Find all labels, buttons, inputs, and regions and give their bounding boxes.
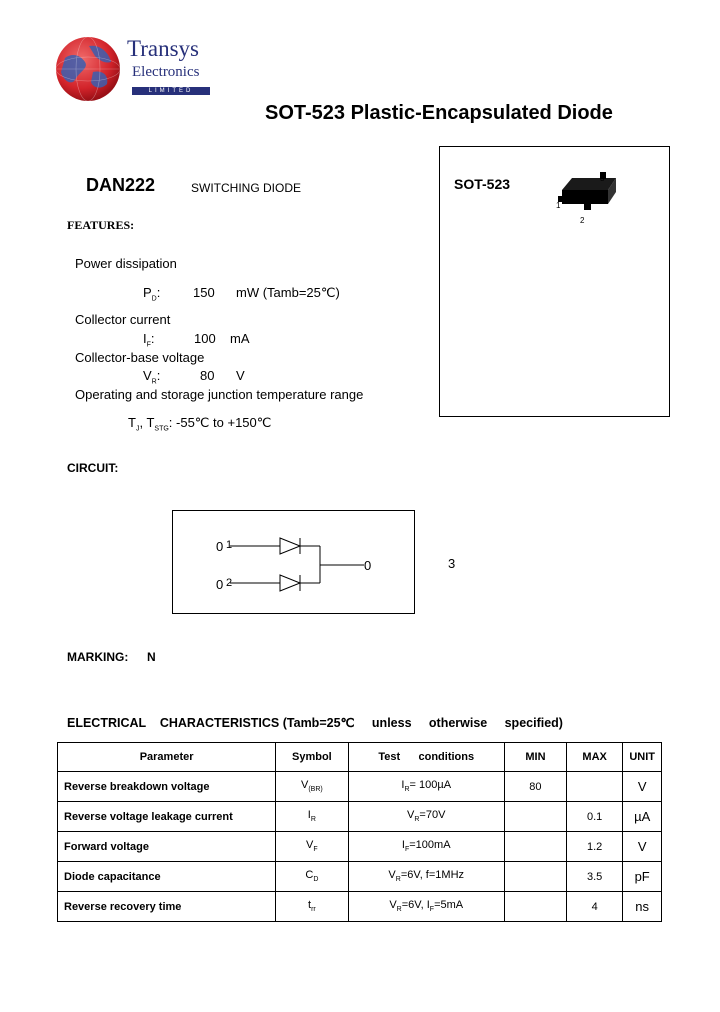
row-symbol-sub: rr xyxy=(311,906,316,914)
row-unit: ns xyxy=(623,892,662,922)
row-symbol-letter: I xyxy=(307,809,311,822)
row-symbol-letter: V xyxy=(301,779,309,792)
circuit-pin3: 3 xyxy=(448,556,456,571)
row-symbol xyxy=(276,772,348,802)
row-cond-sub: R xyxy=(404,786,410,794)
if-value: 100 xyxy=(194,331,216,346)
circuit-node-b: 0 xyxy=(216,577,224,592)
row-min xyxy=(504,802,566,832)
logo-limited-bar xyxy=(132,87,210,95)
row-condition xyxy=(348,802,504,832)
row-cond-letter: I xyxy=(401,839,405,852)
row-cond-rest: =6V, f=1MHz xyxy=(400,869,465,882)
row-min xyxy=(504,892,566,922)
marking-label: MARKING: xyxy=(67,650,129,664)
circuit-pin1: 1 xyxy=(226,539,233,551)
row-max: 1.2 xyxy=(566,832,622,862)
diode-2-icon xyxy=(280,575,300,591)
header-min: MIN xyxy=(504,743,566,772)
header-test-conditions: Test conditions xyxy=(348,743,504,772)
temp-range-label: Operating and storage junction temperature range xyxy=(75,387,364,402)
row-cond-sub: R xyxy=(395,876,401,884)
row-max: 3.5 xyxy=(566,862,622,892)
collector-current-label: Collector current xyxy=(75,312,171,327)
row-cond-rest: =6V, I xyxy=(401,899,430,912)
row-unit: V xyxy=(623,832,662,862)
row-condition xyxy=(348,892,504,922)
electrical-heading: ELECTRICAL CHARACTERISTICS (Tamb=25℃ unless otherwise specified) xyxy=(67,716,563,730)
row-unit: µA xyxy=(623,802,662,832)
row-cond-letter: V xyxy=(389,899,397,912)
row-param: Diode capacitance xyxy=(58,862,276,892)
row-param: Reverse recovery time xyxy=(58,892,276,922)
row-symbol-letter: V xyxy=(306,839,314,852)
package-pin2: 2 xyxy=(580,216,585,225)
row-cond-letter: V xyxy=(388,869,396,882)
row-max: 4 xyxy=(566,892,622,922)
row-symbol-letter: C xyxy=(305,869,314,882)
row-symbol xyxy=(276,832,348,862)
company-logo xyxy=(55,36,215,102)
circuit-node-c: 0 xyxy=(364,558,372,573)
tj-symbol: T xyxy=(128,415,136,430)
diode-1-icon xyxy=(280,538,300,554)
row-symbol-sub: R xyxy=(310,816,316,824)
doc-title: SOT-523 Plastic-Encapsulated Diode xyxy=(265,102,613,124)
if-unit: mA xyxy=(230,331,250,346)
row-symbol-sub: D xyxy=(313,876,319,884)
row-cond-sub2: F xyxy=(429,906,435,914)
tstg-symbol: T xyxy=(146,415,155,430)
vr-unit: V xyxy=(236,368,245,383)
vr-value: 80 xyxy=(200,368,215,383)
logo-limited-text: LIMITED xyxy=(148,88,194,94)
header-parameter: Parameter xyxy=(58,743,276,772)
logo-company-name: Transys xyxy=(127,36,200,61)
row-cond-sub: R xyxy=(414,816,420,824)
row-symbol-sub: (BR) xyxy=(308,786,323,794)
if-symbol-letter: I xyxy=(143,331,147,346)
row-cond-sub: R xyxy=(396,906,402,914)
package-pin1: 1 xyxy=(556,201,561,210)
pd-unit: mW (Tamb=25℃) xyxy=(236,285,340,300)
row-symbol xyxy=(276,862,348,892)
pd-symbol-sub: D xyxy=(151,295,157,303)
row-cond-rest: = 100µA xyxy=(409,779,452,792)
globe-icon xyxy=(55,36,121,102)
row-param: Forward voltage xyxy=(58,832,276,862)
circuit-heading: CIRCUIT: xyxy=(67,461,119,475)
vr-symbol-letter: V xyxy=(143,368,152,383)
tstg-sub: STG xyxy=(154,425,169,433)
table-row xyxy=(58,802,662,832)
table-row xyxy=(58,832,662,862)
tj-sub: J xyxy=(135,425,140,433)
row-cond-rest: =100mA xyxy=(409,839,451,852)
table-row xyxy=(58,892,662,922)
pd-symbol-letter: P xyxy=(143,285,152,300)
row-param: Reverse breakdown voltage xyxy=(58,772,276,802)
vr-symbol: $V_R$: xyxy=(143,368,161,386)
if-symbol-sub: F xyxy=(146,341,151,349)
row-symbol xyxy=(276,892,348,922)
row-cond-rest2: =5mA xyxy=(434,899,464,912)
row-unit: V xyxy=(623,772,662,802)
row-cond-letter: I xyxy=(401,779,405,792)
circuit-pin2: 2 xyxy=(226,577,233,589)
vr-symbol-sub: R xyxy=(151,378,157,386)
if-symbol: $I_F$: xyxy=(143,331,155,349)
table-header-row xyxy=(58,743,662,772)
row-cond-sub: F xyxy=(404,846,410,854)
pd-value: 150 xyxy=(193,285,215,300)
logo-electronics: Electronics xyxy=(132,64,200,80)
header-unit: UNIT xyxy=(623,743,662,772)
package-label: SOT-523 xyxy=(454,176,511,192)
circuit-diagram xyxy=(172,510,413,612)
header-symbol: Symbol xyxy=(276,743,348,772)
row-symbol xyxy=(276,802,348,832)
power-dissipation-label: Power dissipation xyxy=(75,256,177,271)
temp-range-text: : -55℃ to +150℃ xyxy=(168,415,272,430)
row-cond-letter: V xyxy=(407,809,415,822)
electrical-characteristics-table xyxy=(57,742,662,922)
row-min xyxy=(504,832,566,862)
part-description: SWITCHING DIODE xyxy=(191,181,301,195)
row-min xyxy=(504,862,566,892)
row-max xyxy=(566,772,622,802)
row-min: 80 xyxy=(504,772,566,802)
sot523-package-icon xyxy=(550,168,640,228)
row-symbol-sub: F xyxy=(313,846,318,854)
pd-symbol: $P_D$: xyxy=(143,285,161,303)
circuit-node-a: 0 xyxy=(216,539,224,554)
part-number: DAN222 xyxy=(86,175,156,195)
package-pin3: 3 xyxy=(600,174,605,183)
row-max: 0.1 xyxy=(566,802,622,832)
row-condition xyxy=(348,862,504,892)
cb-voltage-label: Collector-base voltage xyxy=(75,350,205,365)
features-heading: FEATURES: xyxy=(67,218,135,232)
header-max: MAX xyxy=(566,743,622,772)
temp-range-value: $T_J$, $T_{STG}$: -55℃ to +150℃ xyxy=(128,415,272,433)
table-row xyxy=(58,772,662,802)
row-symbol-letter: t xyxy=(308,899,312,912)
row-unit: pF xyxy=(623,862,662,892)
row-condition xyxy=(348,772,504,802)
row-param: Reverse voltage leakage current xyxy=(58,802,276,832)
table-row xyxy=(58,862,662,892)
row-cond-rest: =70V xyxy=(419,809,446,822)
marking-value: N xyxy=(147,650,156,664)
row-condition xyxy=(348,832,504,862)
